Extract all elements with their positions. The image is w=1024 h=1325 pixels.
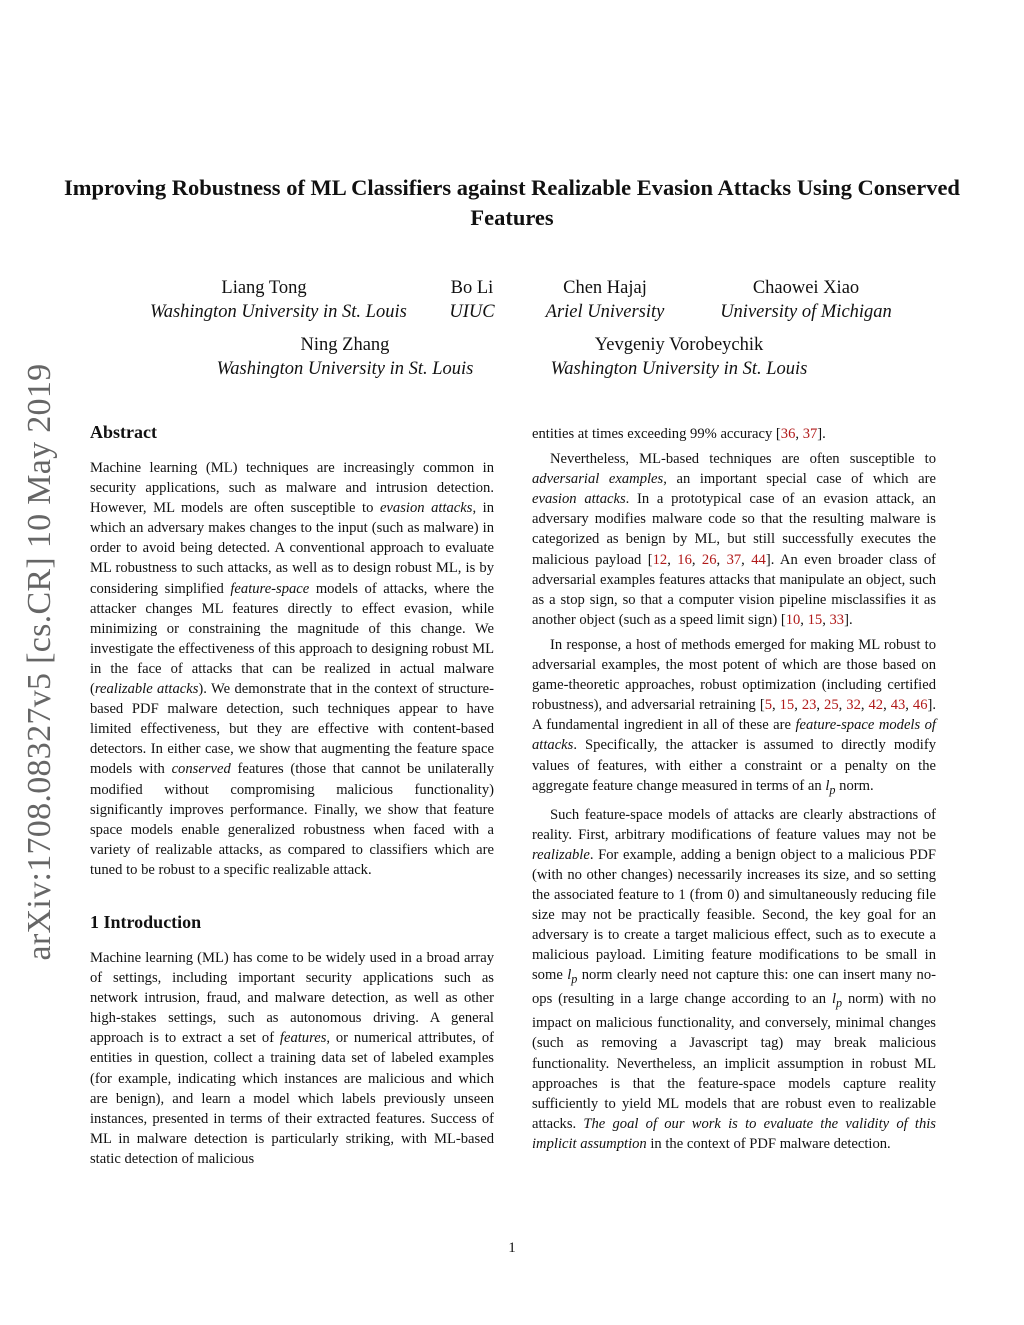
left-column [90, 420, 494, 1169]
citation-link[interactable]: 42 [868, 697, 884, 714]
citation-link[interactable]: 16 [677, 551, 692, 568]
citation-link[interactable]: 12 [652, 551, 668, 568]
author-block [150, 276, 407, 324]
author-block [534, 276, 676, 324]
citation-link[interactable]: 25 [824, 697, 839, 714]
citation-link[interactable]: 36 [780, 426, 796, 442]
intro-paragraph: Nevertheless, ML-based techniques are often susceptible to adversarial examples, an important special case of which are evasion attacks. In a prototypical case of an evasion attack, an adversary modifies malware code so that the resulting malware is categorized as benign by ML, but still successfully executes the malicious payload [12, 16, 26, 37, 44]. An even broader class of adversarial examples features attacks that manipulate an object, such as a stop sign, so that a computer vision pipeline misclassifies it as another object (such as a speed limit sign) [10, 15, 33]. [532, 451, 937, 628]
author-block [534, 333, 824, 381]
author-block [706, 276, 906, 324]
arxiv-identifier: arXiv:1708.08327v5 [cs.CR] 10 May 2019 [21, 363, 58, 961]
author-affiliation: Washington University in St. Louis [150, 302, 407, 322]
citation-link[interactable]: 43 [890, 697, 906, 714]
author-name: Chaowei Xiao [752, 278, 860, 298]
citation-link[interactable]: 37 [726, 551, 742, 568]
introduction-heading: 1 Introduction [90, 911, 202, 932]
intro-paragraph: Such feature-space models of attacks are clearly abstractions of reality. First, arbitrary modifications of feature values may not be realizable. For example, adding a benign object to a malicious PDF (with no other changes) necessarily increases its size, and so setting the associated feature to 1 (from 0) and simultaneously reducing file size may not be practically feasible. Second, the key goal for an adversary is to create a target malicious effect, such as to execute a malicious payload. Limiting feature modifications to be small in some $l_p$ norm clearly need not capture this: one can insert many no-ops (resulting in a large change according to an $l_p$ norm) with no impact on malicious functionality, and conversely, minimal changes (such as removing a Javascript tag) may break malicious functionality. Nevertheless, an implicit assumption in robust ML approaches is that the feature-space models capture reality sufficiently to yield ML models that are robust even to realizable attacks. The goal of our work is to evaluate the validity of this implicit assumption in the context of PDF malware detection. [532, 806, 936, 1152]
author-name: Liang Tong [221, 278, 307, 298]
author-name: Yevgeniy Vorobeychik [594, 335, 764, 355]
paper-title: Improving Robustness of ML Classifiers against Realizable Evasion Attacks Using Conserved Features [64, 175, 960, 230]
author-block [430, 276, 514, 324]
author-affiliation: Ariel University [545, 302, 665, 322]
page-number: 1 [508, 1240, 516, 1256]
intro-paragraph: In response, a host of methods emerged for making ML robust to adversarial examples, the most potent of which are those based on game-theoretic approaches, robust optimization (including certified robustness), and adversarial retraining [5, 15, 23, 25, 32, 42, 43, 46]. A fundamental ingredient in all of these are feature-space models of attacks. Specifically, the attacker is assumed to directly modify values of features, with either a constraint or a penalty on the aggregate feature change measured in terms of an $l_p$ norm. [532, 636, 937, 797]
citation-link[interactable]: 37 [802, 426, 818, 442]
author-affiliation: UIUC [449, 302, 495, 322]
author-affiliation: Washington University in St. Louis [550, 359, 808, 379]
citation-link[interactable]: 23 [801, 697, 817, 714]
citation-link[interactable]: 15 [807, 611, 823, 628]
citation-link[interactable]: 46 [912, 697, 928, 714]
citation-link[interactable]: 15 [779, 697, 795, 714]
author-affiliation: University of Michigan [720, 302, 892, 322]
author-name: Ning Zhang [300, 335, 390, 355]
intro-paragraph-continued: entities at times exceeding 99% accuracy [36, 37]. [532, 426, 826, 442]
abstract-text: Machine learning (ML) techniques are increasingly common in security applications, such as malware and intrusion detection. However, ML models are often susceptible to evasion attacks, in which an adversary makes changes to the input (such as malware) in order to avoid being detected. A conventional approach to evaluate ML robustness to such attacks, as well as to design robust ML, is by considering simplified feature-space models of attacks, where the attacker changes ML features directly to effect evasion, while minimizing or constraining the magnitude of this change. We investigate the effectiveness of this approach to designing robust ML in the face of attacks that can be realized in actual malware (realizable attacks). We demonstrate that in the context of structure-based PDF malware detection, such techniques appear to have limited effectiveness, but they are effective with content-based detectors. In either case, we show that augmenting the feature space models with conserved features (those that cannot be unilaterally modified without compromising malicious functionality) significantly improves performance. Finally, we show that feature space models enable generalized robustness when faced with a variety of realizable attacks, as compared to classifiers which are tuned to be robust to a specific realizable attack. [90, 460, 495, 878]
author-affiliation: Washington University in St. Louis [216, 359, 474, 379]
intro-paragraph: Machine learning (ML) has come to be widely used in a broad array of settings, including important security applications such as network intrusion, fraud, and malware detection, as well as other high-stakes settings, such as autonomous driving. A general approach is to extract a set of features, or numerical attributes, of entities in question, collect a training data set of labeled examples (for example, indicating which instances are malicious and which are benign), and learn a model which labels previously unseen instances, presented in terms of their extracted features. Success of ML in malware detection is particularly striking, with ML-based static detection of malicious [90, 949, 494, 1167]
right-column [532, 424, 936, 1154]
abstract-heading: Abstract [90, 422, 157, 442]
citation-link[interactable]: 44 [751, 551, 766, 568]
citation-link[interactable]: 10 [785, 611, 801, 628]
citation-link[interactable]: 33 [829, 611, 845, 628]
citation-link[interactable]: 32 [846, 697, 861, 714]
author-name: Chen Hajaj [563, 278, 647, 298]
citation-link[interactable]: 5 [764, 697, 772, 714]
citation-link[interactable]: 26 [701, 551, 717, 568]
author-block [200, 333, 490, 381]
author-name: Bo Li [450, 278, 494, 298]
